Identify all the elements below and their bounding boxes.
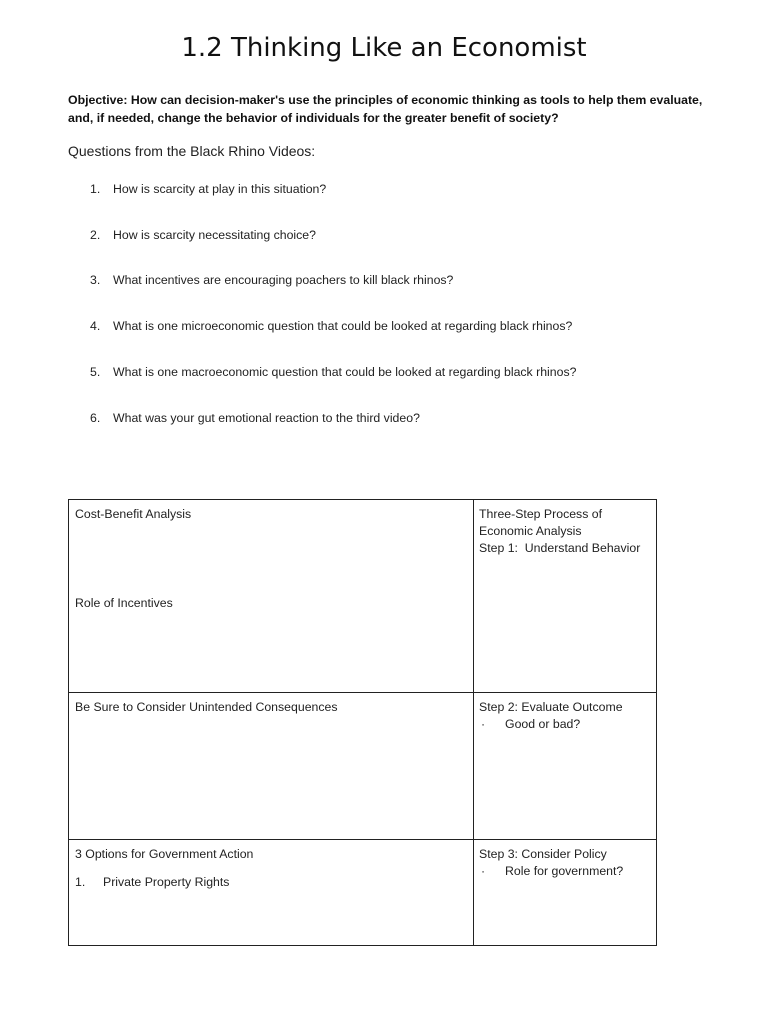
- list-item: [479, 716, 657, 733]
- item-number: 1.: [75, 875, 86, 889]
- question-number: 1.: [90, 182, 101, 196]
- step2-label: Step 2: Evaluate Outcome: [479, 700, 623, 714]
- question-number: 2.: [90, 228, 101, 242]
- question-item: [90, 273, 453, 287]
- question-text: What is one macroeconomic question that could be looked at regarding black rhinos?: [113, 365, 577, 379]
- objective-text: Objective: How can decision-maker's use the principles of economic thinking as tools to help them evaluate, and, if needed, change the behavior of individuals for the greater benefit of society?: [68, 93, 703, 125]
- questions-heading: Questions from the Black Rhino Videos:: [68, 143, 316, 159]
- good-or-bad-text: Good or bad?: [505, 717, 581, 731]
- table-column-divider: [473, 500, 474, 945]
- bullet-marker: ·: [481, 864, 486, 878]
- three-step-heading-line2: Economic Analysis: [479, 524, 582, 538]
- bullet-marker: ·: [481, 717, 486, 731]
- unintended-consequences-label: Be Sure to Consider Unintended Consequences: [75, 700, 338, 714]
- question-number: 6.: [90, 411, 101, 425]
- question-text: What was your gut emotional reaction to the third video?: [113, 411, 420, 425]
- three-step-heading-line1: Three-Step Process of: [479, 507, 603, 521]
- table-cell-evaluate-outcome: [479, 699, 657, 733]
- role-for-government-text: Role for government?: [505, 864, 624, 878]
- list-item: [75, 874, 471, 891]
- page-title: 1.2 Thinking Like an Economist: [181, 33, 587, 63]
- question-item: [90, 411, 420, 425]
- list-item: [479, 863, 657, 880]
- question-item: [90, 228, 316, 242]
- table-cell-cost-benefit: [75, 506, 471, 523]
- private-property-rights-text: Private Property Rights: [103, 875, 230, 889]
- table-row-divider: [69, 692, 656, 693]
- question-number: 3.: [90, 273, 101, 287]
- table-cell-unintended-consequences: [75, 699, 471, 716]
- question-text: How is scarcity at play in this situation?: [113, 182, 327, 196]
- table-cell-incentives: [75, 595, 471, 612]
- step1-label: Step 1: Understand Behavior: [479, 541, 641, 555]
- role-of-incentives-label: Role of Incentives: [75, 596, 173, 610]
- government-options-heading: 3 Options for Government Action: [75, 847, 254, 861]
- table-cell-government-action: [75, 846, 471, 891]
- table-cell-consider-policy: [479, 846, 657, 880]
- question-item: [90, 365, 576, 379]
- question-text: What is one microeconomic question that could be looked at regarding black rhinos?: [113, 319, 573, 333]
- question-number: 4.: [90, 319, 101, 333]
- table-row-divider: [69, 839, 656, 840]
- question-item: [90, 182, 326, 196]
- question-item: [90, 319, 572, 333]
- step3-label: Step 3: Consider Policy: [479, 847, 607, 861]
- table-cell-three-step: [479, 506, 657, 557]
- question-text: How is scarcity necessitating choice?: [113, 228, 316, 242]
- analysis-table: [68, 499, 657, 946]
- question-text: What incentives are encouraging poachers to kill black rhinos?: [113, 273, 454, 287]
- cost-benefit-heading: Cost-Benefit Analysis: [75, 507, 192, 521]
- question-number: 5.: [90, 365, 101, 379]
